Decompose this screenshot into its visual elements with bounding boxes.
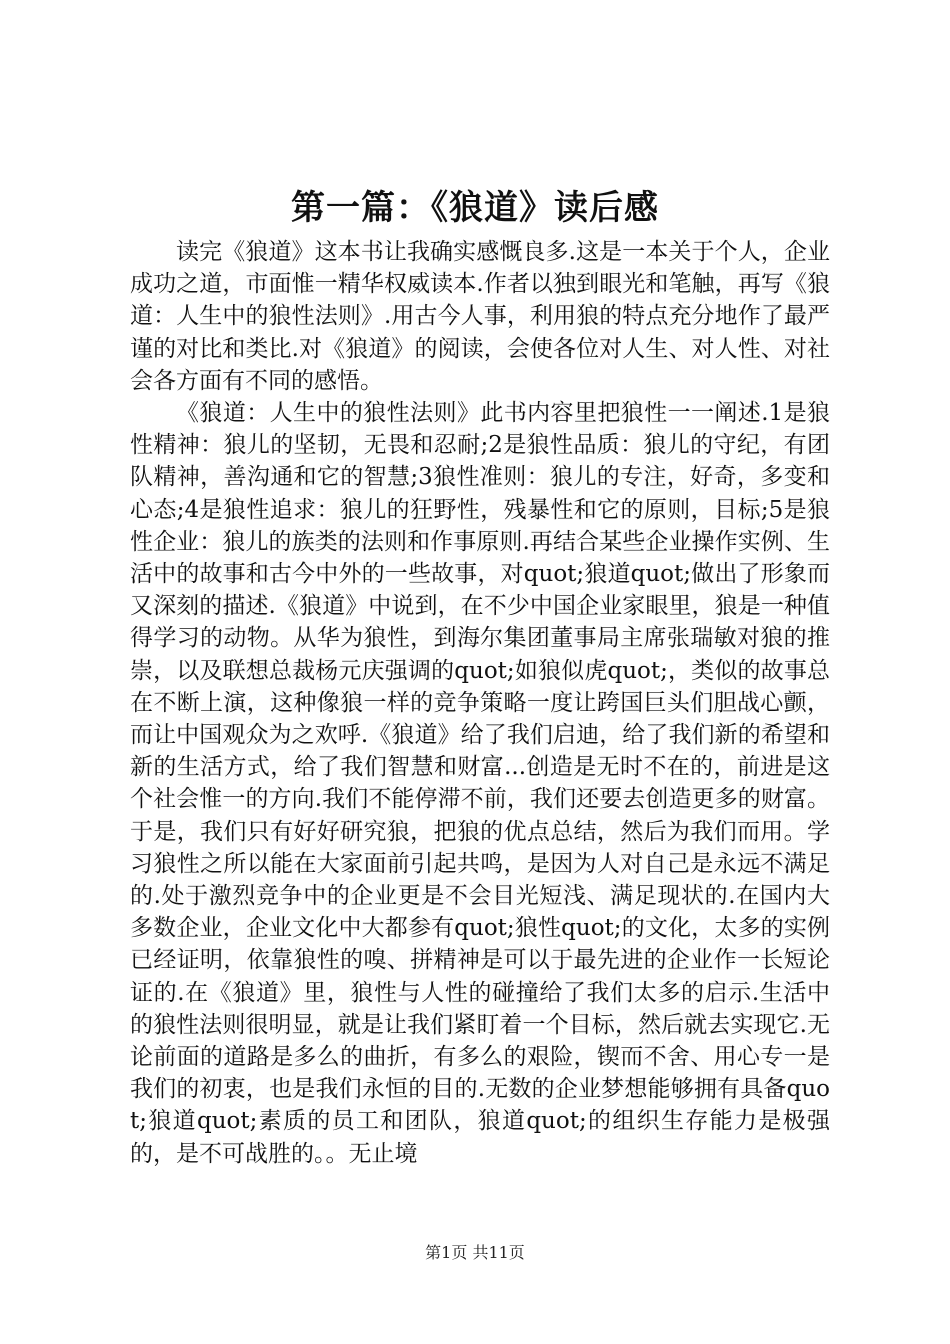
paragraph: 读完《狼道》这本书让我确实感慨良多.这是一本关于个人，企业成功之道，市面惟一精华权威读本.作者以独到眼光和笔触，再写《狼道：人生中的狼性法则》.用古今人事，利用狼的特点充分地作了最严谨的对比和类比.对《狼道》的阅读，会使各位对人生、对人性、对社会各方面有不同的感悟。	[130, 239, 830, 394]
paragraph: 《狼道：人生中的狼性法则》此书内容里把狼性一一阐述.1是狼性精神：狼儿的坚韧，无畏和忍耐;2是狼性品质：狼儿的守纪，有团队精神，善沟通和它的智慧;3狼性准则：狼儿的专注，好奇，多变和心态;4是狼性追求：狼儿的狂野性，残暴性和它的原则，目标;5是狼性企业：狼儿的族类的法则和作事原则.再结合某些企业操作实例、生活中的故事和古今中外的一些故事，对quot;狼道quot;做出了形象而又深刻的描述.《狼道》中说到，在不少中国企业家眼里，狼是一种值得学习的动物。从华为狼性，到海尔集团董事局主席张瑞敏对狼的推崇，以及联想总裁杨元庆强调的quot;如狼似虎quot;，类似的故事总在不断上演，这种像狼一样的竞争策略一度让跨国巨头们胆战心颤，而让中国观众为之欢呼.《狼道》给了我们启迪，给了我们新的希望和新的生活方式，给了我们智慧和财富...创造是无时不在的，前进是这个社会惟一的方向.我们不能停滞不前，我们还要去创造更多的财富。于是，我们只有好好研究狼，把狼的优点总结，然后为我们而用。学习狼性之所以能在大家面前引起共鸣，是因为人对自己是永远不满足的.处于激烈竞争中的企业更是不会目光短浅、满足现状的.在国内大多数企业，企业文化中大都参有quot;狼性quot;的文化，太多的实例已经证明，依靠狼性的嗅、拼精神是可以于最先进的企业作一长短论证的.在《狼道》里，狼性与人性的碰撞给了我们太多的启示.生活中的狼性法则很明显，就是让我们紧盯着一个目标，然后就去实现它.无论前面的道路是多么的曲折，有多么的艰险，锲而不舍、用心专一是我们的初衷，也是我们永恒的目的.无数的企业梦想能够拥有具备quot;狼道quot;素质的员工和团队，狼道quot;的组织生存能力是极强的，是不可战胜的。。无止境	[130, 400, 830, 1167]
page-indicator: 第1页 共11页	[425, 1243, 525, 1262]
document-title: 第一篇：《狼道》读后感	[291, 188, 659, 228]
document-body	[130, 236, 830, 1170]
